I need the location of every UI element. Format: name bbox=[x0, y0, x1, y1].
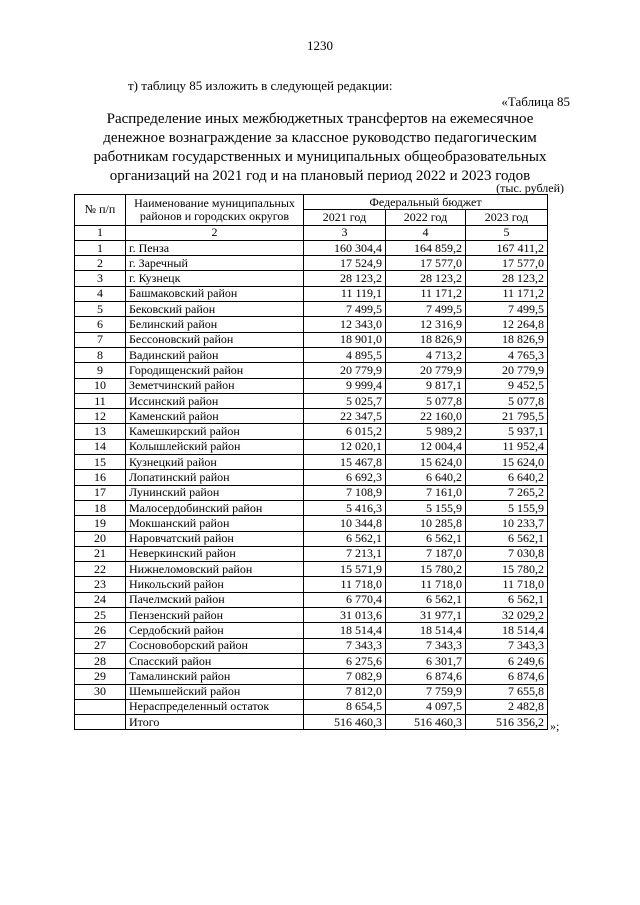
header-year: 2021 год bbox=[304, 210, 386, 225]
municipality-name: Каменский район bbox=[126, 409, 304, 424]
row-number: 9 bbox=[75, 363, 126, 378]
row-number: 21 bbox=[75, 546, 126, 561]
table-row bbox=[75, 500, 548, 515]
row-number: 16 bbox=[75, 470, 126, 485]
value-2022: 12 316,9 bbox=[386, 317, 466, 332]
table-row bbox=[75, 302, 548, 317]
value-2021: 11 119,1 bbox=[304, 286, 386, 301]
municipality-name: Итого bbox=[126, 715, 304, 730]
row-number bbox=[75, 699, 126, 714]
row-number: 20 bbox=[75, 531, 126, 546]
value-2022: 7 187,0 bbox=[386, 546, 466, 561]
value-2023: 516 356,2 bbox=[466, 715, 548, 730]
page-number: 1230 bbox=[307, 38, 333, 53]
municipality-name: Лунинский район bbox=[126, 485, 304, 500]
table-row bbox=[75, 485, 548, 500]
municipality-name: Бессоновский район bbox=[126, 332, 304, 347]
row-number: 2 bbox=[75, 256, 126, 271]
row-number: 28 bbox=[75, 653, 126, 668]
table-row bbox=[75, 638, 548, 653]
table-row bbox=[75, 546, 548, 561]
row-number: 13 bbox=[75, 424, 126, 439]
value-2022: 12 004,4 bbox=[386, 439, 466, 454]
table-row bbox=[75, 409, 548, 424]
municipality-name: г. Кузнецк bbox=[126, 271, 304, 286]
municipality-name: Башмаковский район bbox=[126, 286, 304, 301]
value-2023: 167 411,2 bbox=[466, 240, 548, 255]
table-row bbox=[75, 455, 548, 470]
col-number: 2 bbox=[126, 225, 304, 240]
units-label: (тыс. рублей) bbox=[496, 181, 564, 195]
municipality-name: Белинский район bbox=[126, 317, 304, 332]
row-number: 12 bbox=[75, 409, 126, 424]
municipality-name: Сердобский район bbox=[126, 623, 304, 638]
municipality-name: Лопатинский район bbox=[126, 470, 304, 485]
value-2021: 7 213,1 bbox=[304, 546, 386, 561]
municipality-name: Пачелмский район bbox=[126, 592, 304, 607]
row-number: 11 bbox=[75, 393, 126, 408]
value-2022: 4 713,2 bbox=[386, 347, 466, 362]
row-number: 27 bbox=[75, 638, 126, 653]
row-number: 7 bbox=[75, 332, 126, 347]
value-2021: 7 812,0 bbox=[304, 684, 386, 699]
value-2022: 5 155,9 bbox=[386, 500, 466, 515]
value-2022: 6 301,7 bbox=[386, 653, 466, 668]
row-number: 8 bbox=[75, 347, 126, 362]
municipality-name: Спасский район bbox=[126, 653, 304, 668]
value-2022: 6 640,2 bbox=[386, 470, 466, 485]
value-2021: 11 718,0 bbox=[304, 577, 386, 592]
value-2021: 7 082,9 bbox=[304, 669, 386, 684]
municipality-name: Нераспределенный остаток bbox=[126, 699, 304, 714]
row-number bbox=[75, 715, 126, 730]
municipality-name: Сосновоборский район bbox=[126, 638, 304, 653]
row-number: 4 bbox=[75, 286, 126, 301]
value-2021: 6 562,1 bbox=[304, 531, 386, 546]
table-row bbox=[75, 715, 548, 730]
table-row bbox=[75, 271, 548, 286]
row-number: 3 bbox=[75, 271, 126, 286]
municipality-name: Пензенский район bbox=[126, 608, 304, 623]
value-2022: 516 460,3 bbox=[386, 715, 466, 730]
value-2021: 5 025,7 bbox=[304, 393, 386, 408]
municipality-name: Бековский район bbox=[126, 302, 304, 317]
municipality-name: г. Пенза bbox=[126, 240, 304, 255]
title-line: Распределение иных межбюджетных трансфертов на ежемесячное bbox=[106, 111, 534, 127]
value-2022: 6 562,1 bbox=[386, 592, 466, 607]
municipality-name: Камешкирский район bbox=[126, 424, 304, 439]
municipality-name: Городищенский район bbox=[126, 363, 304, 378]
header-row-1 bbox=[75, 195, 548, 210]
row-number: 17 bbox=[75, 485, 126, 500]
value-2022: 15 780,2 bbox=[386, 562, 466, 577]
header-col-numbers bbox=[75, 225, 548, 240]
table-row bbox=[75, 286, 548, 301]
col-number: 1 bbox=[75, 225, 126, 240]
row-number: 15 bbox=[75, 455, 126, 470]
value-2021: 15 467,8 bbox=[304, 455, 386, 470]
row-number: 23 bbox=[75, 577, 126, 592]
municipality-name: Земетчинский район bbox=[126, 378, 304, 393]
value-2021: 15 571,9 bbox=[304, 562, 386, 577]
table-row bbox=[75, 439, 548, 454]
value-2023: 18 826,9 bbox=[466, 332, 548, 347]
row-number: 26 bbox=[75, 623, 126, 638]
table-row bbox=[75, 592, 548, 607]
title-line: денежное вознаграждение за классное руководство педагогическим bbox=[103, 130, 537, 146]
value-2021: 5 416,3 bbox=[304, 500, 386, 515]
value-2023: 7 030,8 bbox=[466, 546, 548, 561]
value-2023: 20 779,9 bbox=[466, 363, 548, 378]
value-2021: 22 347,5 bbox=[304, 409, 386, 424]
value-2021: 7 343,3 bbox=[304, 638, 386, 653]
municipality-name: Никольский район bbox=[126, 577, 304, 592]
value-2023: 17 577,0 bbox=[466, 256, 548, 271]
row-number: 24 bbox=[75, 592, 126, 607]
value-2021: 7 499,5 bbox=[304, 302, 386, 317]
municipality-name: Кузнецкий район bbox=[126, 455, 304, 470]
table-row bbox=[75, 699, 548, 714]
municipality-name: Иссинский район bbox=[126, 393, 304, 408]
table-row bbox=[75, 240, 548, 255]
municipality-name: Мокшанский район bbox=[126, 516, 304, 531]
value-2021: 6 275,6 bbox=[304, 653, 386, 668]
value-2022: 31 977,1 bbox=[386, 608, 466, 623]
row-number: 25 bbox=[75, 608, 126, 623]
table-row bbox=[75, 669, 548, 684]
value-2023: 15 624,0 bbox=[466, 455, 548, 470]
value-2023: 6 874,6 bbox=[466, 669, 548, 684]
value-2022: 15 624,0 bbox=[386, 455, 466, 470]
row-number: 29 bbox=[75, 669, 126, 684]
table-row bbox=[75, 363, 548, 378]
table-row bbox=[75, 562, 548, 577]
table-row bbox=[75, 653, 548, 668]
value-2021: 28 123,2 bbox=[304, 271, 386, 286]
col-number: 5 bbox=[466, 225, 548, 240]
value-2022: 22 160,0 bbox=[386, 409, 466, 424]
row-number: 6 bbox=[75, 317, 126, 332]
row-number: 18 bbox=[75, 500, 126, 515]
municipality-name: Неверкинский район bbox=[126, 546, 304, 561]
table-row bbox=[75, 393, 548, 408]
table-row bbox=[75, 256, 548, 271]
value-2021: 7 108,9 bbox=[304, 485, 386, 500]
municipality-name: Нижнеломовский район bbox=[126, 562, 304, 577]
value-2023: 28 123,2 bbox=[466, 271, 548, 286]
municipality-name: г. Заречный bbox=[126, 256, 304, 271]
table-row bbox=[75, 577, 548, 592]
value-2023: 6 562,1 bbox=[466, 592, 548, 607]
value-2023: 11 718,0 bbox=[466, 577, 548, 592]
value-2023: 11 171,2 bbox=[466, 286, 548, 301]
value-2021: 20 779,9 bbox=[304, 363, 386, 378]
row-number: 14 bbox=[75, 439, 126, 454]
table-title bbox=[80, 110, 560, 186]
row-number: 22 bbox=[75, 562, 126, 577]
row-number: 10 bbox=[75, 378, 126, 393]
value-2022: 28 123,2 bbox=[386, 271, 466, 286]
col-number: 4 bbox=[386, 225, 466, 240]
value-2022: 5 077,8 bbox=[386, 393, 466, 408]
value-2021: 516 460,3 bbox=[304, 715, 386, 730]
table-row bbox=[75, 317, 548, 332]
value-2021: 6 692,3 bbox=[304, 470, 386, 485]
value-2021: 4 895,5 bbox=[304, 347, 386, 362]
value-2023: 21 795,5 bbox=[466, 409, 548, 424]
value-2023: 5 937,1 bbox=[466, 424, 548, 439]
value-2023: 15 780,2 bbox=[466, 562, 548, 577]
table-body bbox=[75, 240, 548, 730]
title-line: организаций на 2021 год и на плановый период 2022 и 2023 годов bbox=[109, 168, 531, 184]
value-2021: 31 013,6 bbox=[304, 608, 386, 623]
table-reference: «Таблица 85 bbox=[501, 94, 570, 109]
header-name: Наименование муниципальных районов и городских округов bbox=[126, 195, 304, 226]
value-2023: 12 264,8 bbox=[466, 317, 548, 332]
value-2022: 17 577,0 bbox=[386, 256, 466, 271]
value-2021: 17 524,9 bbox=[304, 256, 386, 271]
intro-text: т) таблицу 85 изложить в следующей редакции: bbox=[128, 78, 393, 93]
value-2022: 7 759,9 bbox=[386, 684, 466, 699]
value-2022: 18 826,9 bbox=[386, 332, 466, 347]
value-2021: 160 304,4 bbox=[304, 240, 386, 255]
municipality-name: Тамалинский район bbox=[126, 669, 304, 684]
value-2021: 9 999,4 bbox=[304, 378, 386, 393]
value-2021: 10 344,8 bbox=[304, 516, 386, 531]
value-2023: 10 233,7 bbox=[466, 516, 548, 531]
value-2023: 7 655,8 bbox=[466, 684, 548, 699]
title-line: работникам государственных и муниципальных общеобразовательных bbox=[93, 149, 547, 165]
value-2023: 6 249,6 bbox=[466, 653, 548, 668]
value-2023: 11 952,4 bbox=[466, 439, 548, 454]
value-2022: 11 171,2 bbox=[386, 286, 466, 301]
row-number: 19 bbox=[75, 516, 126, 531]
municipality-name: Малосердобинский район bbox=[126, 500, 304, 515]
value-2021: 18 901,0 bbox=[304, 332, 386, 347]
value-2022: 7 499,5 bbox=[386, 302, 466, 317]
row-number: 30 bbox=[75, 684, 126, 699]
value-2023: 7 343,3 bbox=[466, 638, 548, 653]
row-number: 5 bbox=[75, 302, 126, 317]
table-row bbox=[75, 332, 548, 347]
col-number: 3 bbox=[304, 225, 386, 240]
value-2023: 2 482,8 bbox=[466, 699, 548, 714]
closing-quote: »; bbox=[550, 719, 560, 733]
value-2023: 6 640,2 bbox=[466, 470, 548, 485]
table-row bbox=[75, 470, 548, 485]
value-2022: 18 514,4 bbox=[386, 623, 466, 638]
value-2022: 7 343,3 bbox=[386, 638, 466, 653]
value-2021: 6 770,4 bbox=[304, 592, 386, 607]
value-2021: 18 514,4 bbox=[304, 623, 386, 638]
table-row bbox=[75, 347, 548, 362]
table-row bbox=[75, 378, 548, 393]
value-2022: 5 989,2 bbox=[386, 424, 466, 439]
value-2023: 5 155,9 bbox=[466, 500, 548, 515]
municipality-name: Колышлейский район bbox=[126, 439, 304, 454]
value-2022: 20 779,9 bbox=[386, 363, 466, 378]
value-2023: 18 514,4 bbox=[466, 623, 548, 638]
header-num: № п/п bbox=[75, 195, 126, 226]
municipality-name: Наровчатский район bbox=[126, 531, 304, 546]
value-2023: 5 077,8 bbox=[466, 393, 548, 408]
table-row bbox=[75, 623, 548, 638]
table-row bbox=[75, 608, 548, 623]
value-2023: 7 265,2 bbox=[466, 485, 548, 500]
value-2022: 6 562,1 bbox=[386, 531, 466, 546]
value-2023: 32 029,2 bbox=[466, 608, 548, 623]
budget-table bbox=[74, 194, 548, 730]
value-2021: 12 343,0 bbox=[304, 317, 386, 332]
header-year: 2023 год bbox=[466, 210, 548, 225]
value-2022: 4 097,5 bbox=[386, 699, 466, 714]
value-2022: 164 859,2 bbox=[386, 240, 466, 255]
value-2022: 7 161,0 bbox=[386, 485, 466, 500]
value-2023: 7 499,5 bbox=[466, 302, 548, 317]
value-2022: 10 285,8 bbox=[386, 516, 466, 531]
value-2022: 9 817,1 bbox=[386, 378, 466, 393]
value-2021: 6 015,2 bbox=[304, 424, 386, 439]
table-row bbox=[75, 516, 548, 531]
header-group: Федеральный бюджет bbox=[304, 195, 548, 210]
value-2021: 8 654,5 bbox=[304, 699, 386, 714]
municipality-name: Шемышейский район bbox=[126, 684, 304, 699]
table-row bbox=[75, 684, 548, 699]
value-2023: 9 452,5 bbox=[466, 378, 548, 393]
table-row bbox=[75, 531, 548, 546]
value-2022: 11 718,0 bbox=[386, 577, 466, 592]
table-row bbox=[75, 424, 548, 439]
value-2021: 12 020,1 bbox=[304, 439, 386, 454]
header-year: 2022 год bbox=[386, 210, 466, 225]
value-2023: 4 765,3 bbox=[466, 347, 548, 362]
value-2023: 6 562,1 bbox=[466, 531, 548, 546]
row-number: 1 bbox=[75, 240, 126, 255]
value-2022: 6 874,6 bbox=[386, 669, 466, 684]
municipality-name: Вадинский район bbox=[126, 347, 304, 362]
